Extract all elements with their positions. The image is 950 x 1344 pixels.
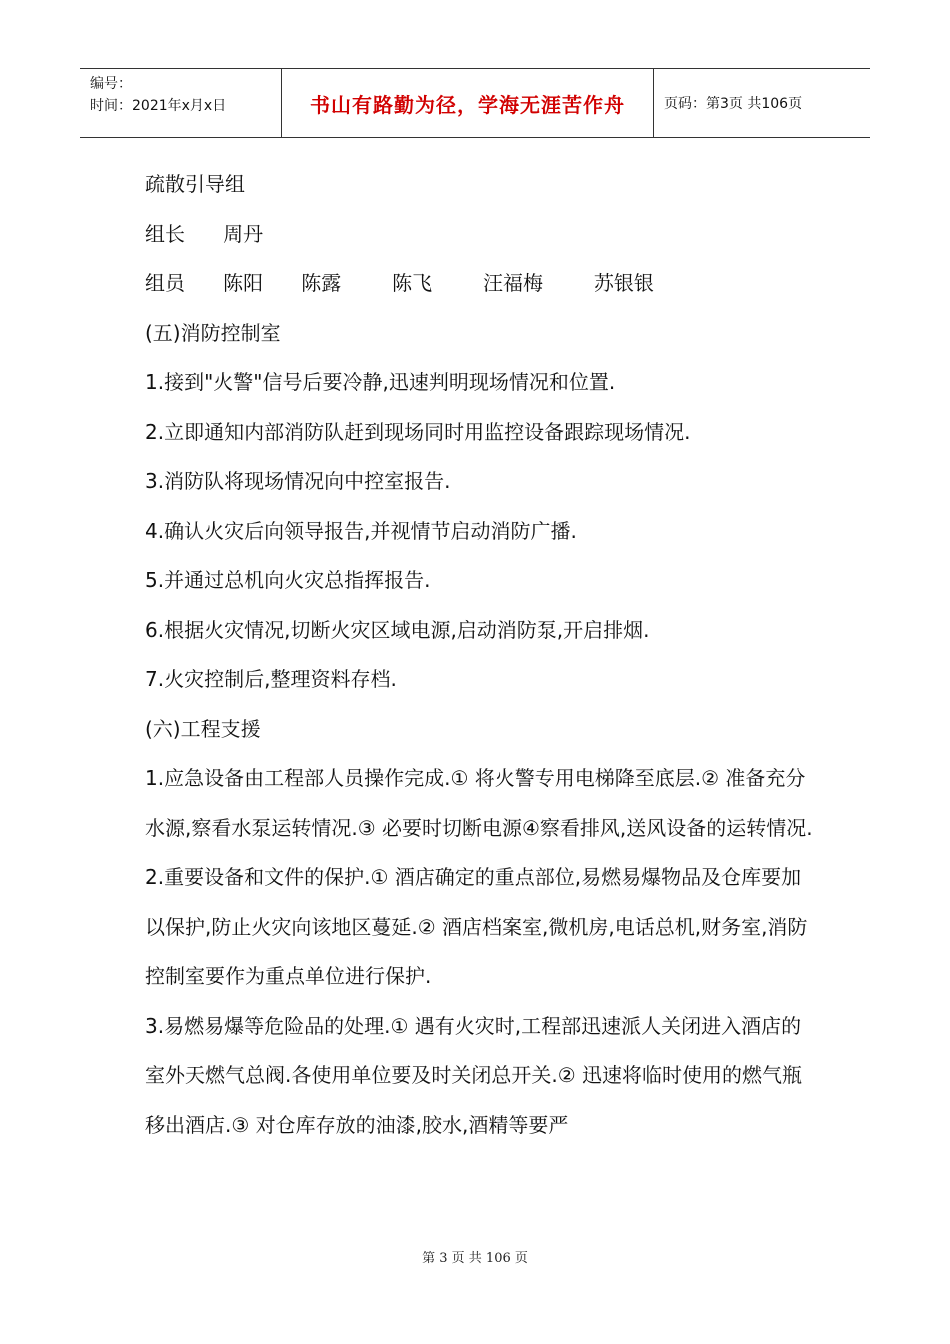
body-line: 2.立即通知内部消防队赶到现场同时用监控设备跟踪现场情况. <box>145 419 691 444</box>
body-line: 3.消防队将现场情况向中控室报告. <box>145 469 451 493</box>
header-meta <box>80 69 282 137</box>
body-line: 7.火灾控制后,整理资料存档. <box>145 667 397 691</box>
body-line: 组员 陈阳 陈露 陈飞 汪福梅 苏银银 <box>145 271 654 295</box>
section-heading: (六)工程支援 <box>145 716 261 741</box>
body-line: 6.根据火灾情况,切断火灾区域电源,启动消防泵,开启排烟. <box>145 617 650 642</box>
body-paragraph: 3.易燃易爆等危险品的处理.① 遇有火灾时,工程部迅速派人关闭进入酒店的室外天燃气总阀.各使用单位要及时关闭总开关.② 迅速将临时使用的燃气瓶移出酒店.③ 对仓库存放的油漆,胶水,酒精等要严 <box>145 1013 803 1137</box>
document-body <box>145 160 815 1150</box>
page-footer: 第 3 页 共 106 页 <box>422 1251 528 1266</box>
document-time-label: 时间：2021年x月x日 <box>90 98 227 114</box>
header-motto: 书山有路勤为径，学海无涯苦作舟 <box>282 69 654 137</box>
page-header <box>80 68 870 138</box>
body-paragraph: 2.重要设备和文件的保护.① 酒店确定的重点部位,易燃易爆物品及仓库要加以保护,防止火灾向该地区蔓延.② 酒店档案室,微机房,电话总机,财务室,消防控制室要作为重点单位进行保护. <box>145 865 808 988</box>
body-line: 1.接到"火警"信号后要冷静,迅速判明现场情况和位置. <box>145 370 616 394</box>
body-line: 疏散引导组 <box>145 172 245 196</box>
body-paragraph: 1.应急设备由工程部人员操作完成.① 将火警专用电梯降至底层.② 准备充分水源,察看水泵运转情况.③ 必要时切断电源④察看排风,送风设备的运转情况. <box>145 766 813 840</box>
document-number-label: 编号： <box>90 76 132 92</box>
body-line: 4.确认火灾后向领导报告,并视情节启动消防广播. <box>145 518 577 543</box>
section-heading: (五)消防控制室 <box>145 320 281 345</box>
header-page-info: 页码：第3页 共106页 <box>664 96 803 112</box>
body-line: 5.并通过总机向火灾总指挥报告. <box>145 568 431 592</box>
body-line: 组长 周丹 <box>145 221 264 246</box>
